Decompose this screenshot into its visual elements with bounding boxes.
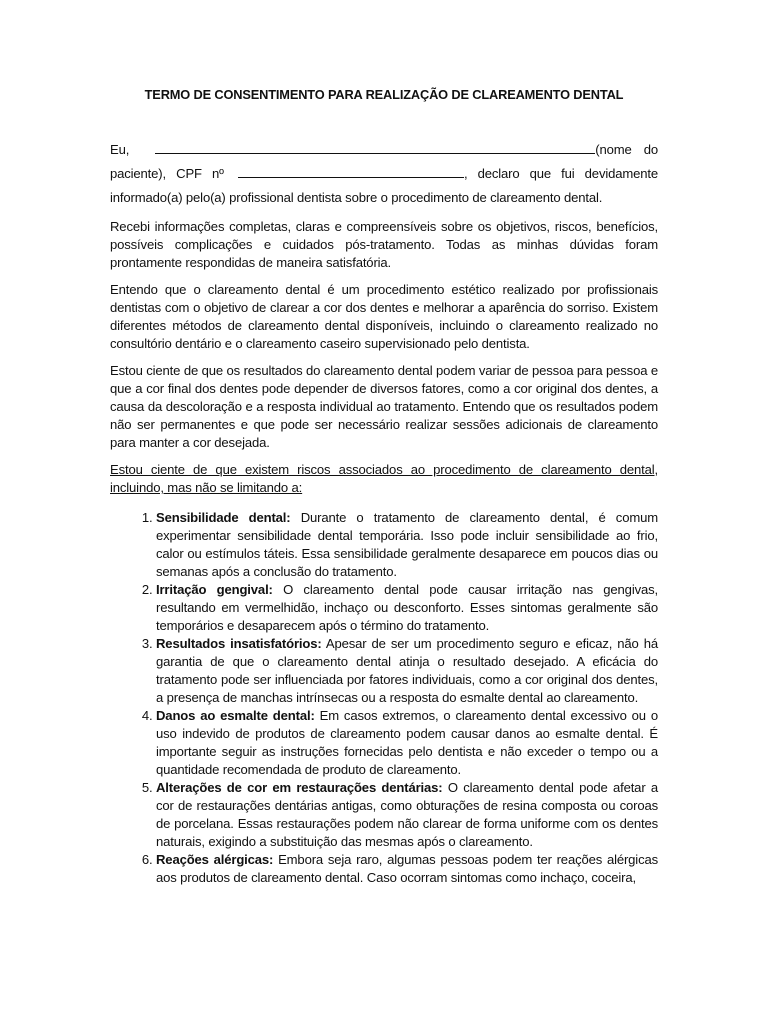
risks-heading: Estou ciente de que existem riscos associados ao procedimento de clareamento dental, incluindo, mas não se limitando a: xyxy=(110,462,658,495)
intro-nome-label: (nome do paciente), CPF nº xyxy=(110,142,658,181)
list-item xyxy=(156,581,658,635)
risk-text: Em casos extremos, o clareamento dental excessivo ou o uso indevido de produtos de clareamento podem causar danos ao esmalte dental. É importante seguir as instruções fornecidas pelo dentista e não exceder o tempo ou a quantidade recomendada de produto de clareamento. xyxy=(156,708,658,777)
risk-text: Durante o tratamento de clareamento dental, é comum experimentar sensibilidade dental temporária. Isso pode incluir sensibilidade ao frio, calor ou estímulos táteis. Essa sensibilidade geralmente desaparece em poucos dias ou semanas após a conclusão do tratamento. xyxy=(156,510,658,579)
list-item xyxy=(156,779,658,851)
risk-text: Apesar de ser um procedimento seguro e eficaz, não há garantia de que o clareamento dental atinja o resultado desejado. A eficácia do tratamento pode ser influenciada por fatores individuais, como a cor original dos dentes, a presença de manchas intrínsecas ou a resposta do esmalte dental ao clareamento. xyxy=(156,636,658,705)
risk-name: Alterações de cor em restaurações dentárias: xyxy=(156,780,443,795)
intro-paragraph xyxy=(110,138,658,210)
list-item xyxy=(156,851,658,887)
list-item xyxy=(156,509,658,581)
risk-text: O clareamento dental pode afetar a cor de restaurações dentárias antigas, como obturações de resina composta ou coroas de porcelana. Essas restaurações podem não clarear de forma uniforme com os dentes naturais, exigindo a substituição das mesmas após o clareamento. xyxy=(156,780,658,849)
risk-name: Resultados insatisfatórios: xyxy=(156,636,322,651)
risk-text: O clareamento dental pode causar irritação nas gengivas, resultando em vermelhidão, inchaço ou desconforto. Esses sintomas geralmente são temporários e desaparecem após o término do tratamento. xyxy=(156,582,658,633)
list-item xyxy=(156,635,658,707)
list-item xyxy=(156,707,658,779)
risk-name: Irritação gengival: xyxy=(156,582,273,597)
risks-list xyxy=(110,509,658,887)
document-content xyxy=(110,86,658,887)
risk-text: Embora seja raro, algumas pessoas podem ter reações alérgicas aos produtos de clareamento dental. Caso ocorram sintomas como inchaço, coceira, xyxy=(156,852,658,885)
paragraph-informacoes: Recebi informações completas, claras e compreensíveis sobre os objetivos, riscos, benefícios, possíveis complicações e cuidados pós-tratamento. Todas as minhas dúvidas foram prontamente respondidas de maneira satisfatória. xyxy=(110,219,658,270)
risk-name: Reações alérgicas: xyxy=(156,852,274,867)
intro-declaro: , declaro que fui devidamente informado(a) pelo(a) profissional dentista sobre o procedimento de clareamento dental. xyxy=(110,166,659,205)
risk-name: Sensibilidade dental: xyxy=(156,510,291,525)
cpf-blank[interactable] xyxy=(238,164,464,178)
paragraph-resultados: Estou ciente de que os resultados do clareamento dental podem variar de pessoa para pessoa e que a cor final dos dentes pode depender de diversos fatores, como a cor original dos dentes, a causa da descoloração e a resposta individual ao tratamento. Entendo que os resultados podem não ser permanentes e que pode ser necessário realizar sessões adicionais de clareamento para manter a cor desejada. xyxy=(110,363,658,450)
document-title: TERMO DE CONSENTIMENTO PARA REALIZAÇÃO DE CLAREAMENTO DENTAL xyxy=(144,87,624,102)
risk-name: Danos ao esmalte dental: xyxy=(156,708,315,723)
paragraph-procedimento: Entendo que o clareamento dental é um procedimento estético realizado por profissionais dentistas com o objetivo de clarear a cor dos dentes e melhorar a aparência do sorriso. Existem diferentes métodos de clareamento dental disponíveis, incluindo o clareamento realizado no consultório dentário e o clareamento caseiro supervisionado pelo dentista. xyxy=(110,282,658,351)
intro-eu: Eu, xyxy=(110,142,130,157)
patient-name-blank[interactable] xyxy=(155,140,595,154)
